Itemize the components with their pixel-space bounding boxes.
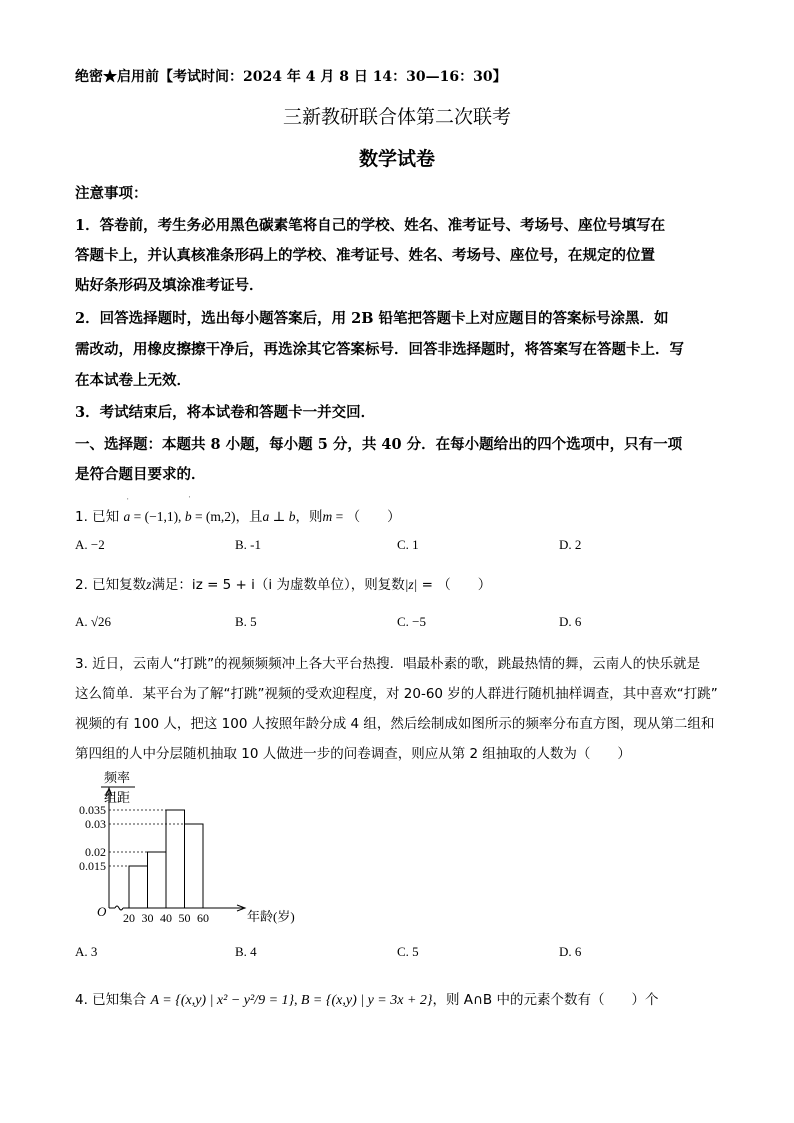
y-tick-label: 0.02 <box>85 845 106 859</box>
x-tick-label: 60 <box>197 911 209 925</box>
q3-option-a: A. 3 <box>75 944 98 959</box>
question-3-line: 3. 近日，云南人“打跳”的视频频频冲上各大平台热搜．唱最朴素的歌，跳最热情的舞，云南人的快乐就是 <box>75 656 701 672</box>
vector-a: ˈ a <box>123 497 131 524</box>
exam-title: 三新教研联合体第二次联考 <box>282 106 511 128</box>
q3-option-b: B. 4 <box>235 944 257 959</box>
y-tick-label: 0.015 <box>79 859 106 873</box>
vector-b: ˈ b <box>184 495 192 524</box>
histogram-bar <box>166 810 185 908</box>
q1-option-a: A. −2 <box>75 537 105 552</box>
question-2 <box>75 573 491 593</box>
q1-vector-a-value: = (−1,1), <box>130 509 185 524</box>
x-tick-label: 20 <box>123 911 135 925</box>
histogram-bar <box>185 824 204 908</box>
q2-option-b: B. 5 <box>235 614 257 629</box>
histogram-plot <box>79 770 295 925</box>
q1-vector-b-value: = (m,2) <box>191 509 236 524</box>
q1-option-b: B. -1 <box>235 537 261 552</box>
notes-line: 1．答卷前，考生务必用黑色碳素笔将自己的学校、姓名、准考证号、考场号、座位号填写在 <box>75 217 666 234</box>
vector-a: a <box>262 509 270 524</box>
question-3-line: 第四组的人中分层随机抽取 10 人做进一步的问卷调查，则应从第 2 组抽取的人数为（ ） <box>75 746 631 762</box>
histogram-bar <box>129 866 148 908</box>
question-1 <box>75 495 401 525</box>
origin-label: O <box>97 904 107 919</box>
q1-m: m <box>322 509 333 524</box>
frequency-histogram <box>65 768 295 928</box>
q2-option-a: A. √26 <box>75 614 112 629</box>
section-heading: 一、选择题：本题共 8 小题，每小题 5 分，共 40 分．在每小题给出的四个选项中，只有一项 <box>75 436 683 453</box>
q2-abs-z: |z| <box>404 577 418 592</box>
perp-symbol: ⊥ <box>269 509 289 524</box>
x-axis-label: 年龄(岁) <box>247 909 295 924</box>
notes-heading: 注意事项： <box>75 185 148 202</box>
q1-option-d: D. 2 <box>559 537 582 552</box>
exam-subtitle: 数学试卷 <box>358 148 435 170</box>
q4-prefix: 4. 已知集合 <box>75 992 147 1008</box>
notes-line: 需改动，用橡皮擦擦干净后，再选涂其它答案标号．回答非选择题时，将答案写在答题卡上．写 <box>75 341 684 358</box>
notes-line: 3．考试结束后，将本试卷和答题卡一并交回． <box>75 404 376 421</box>
q1-suffix: ，则 <box>295 509 323 525</box>
q1-prefix: 1. 已知 <box>75 509 120 525</box>
q3-option-d: D. 6 <box>559 944 582 959</box>
q2-option-d: D. 6 <box>559 614 582 629</box>
section-heading-cont: 是符合题目要求的． <box>75 466 206 483</box>
q2-mid: 满足：iz = 5 + i（i 为虚数单位），则复数 <box>151 577 405 593</box>
notes-line: 在本试卷上无效． <box>75 372 191 389</box>
notes-line: 贴好条形码及填涂准考证号． <box>75 277 264 294</box>
q1-end: = （ ） <box>332 509 401 524</box>
q4-set-b: B = {(x,y) | y = 3x + 2} <box>300 993 433 1008</box>
x-tick-label: 40 <box>160 911 172 925</box>
notes-line: 答题卡上，并认真核准条形码上的学校、准考证号、姓名、考场号、座位号，在规定的位置 <box>75 247 655 264</box>
histogram-bar <box>148 852 167 908</box>
y-axis-label-bottom: 组距 <box>103 790 131 805</box>
q4-suffix: ，则 A∩B 中的元素个数有（ ）个 <box>432 992 659 1008</box>
notes-line: 2．回答选择题时，选出每小题答案后，用 2B 铅笔把答题卡上对应题目的答案标号涂黑．如 <box>75 310 669 327</box>
y-tick-label: 0.03 <box>85 817 106 831</box>
question-3-line: 视频的有 100 人，把这 100 人按照年龄分成 4 组，然后绘制成如图所示的频率分布直方图，现从第二组和 <box>75 716 715 732</box>
question-3-line: 这么简单．某平台为了解“打跳”视频的受欢迎程度，对 20-60 岁的人群进行随机抽样调查，其中喜欢“打跳” <box>75 686 718 702</box>
question-4: 4. 已知集合 A = {(x,y) | x² − y²/9 = 1}, B = {(x,y) | y = 3x + 2}，则 A∩B 中的元素个数有（ ）个 <box>75 992 659 1008</box>
q1-option-c: C. 1 <box>397 537 419 552</box>
q3-option-c: C. 5 <box>397 944 419 959</box>
q4-set-a: A = {(x,y) | x² − y²/9 = 1} <box>150 993 295 1008</box>
q1-mid: ，且 <box>235 509 263 525</box>
q2-option-c: C. −5 <box>397 614 427 629</box>
x-tick-label: 50 <box>178 911 191 925</box>
y-axis-label-top: 频率 <box>103 770 131 785</box>
vector-b: b <box>288 509 296 524</box>
q2-z: z <box>146 577 152 592</box>
y-tick-label: 0.035 <box>79 803 106 817</box>
x-axis-break <box>115 906 123 910</box>
q2-end: = （ ） <box>417 577 492 593</box>
x-tick-label: 30 <box>141 911 154 925</box>
q2-prefix: 2. 已知复数 <box>75 577 147 593</box>
exam-header: 绝密★启用前【考试时间：2024 年 4 月 8 日 14：30—16：30】 <box>75 69 507 85</box>
